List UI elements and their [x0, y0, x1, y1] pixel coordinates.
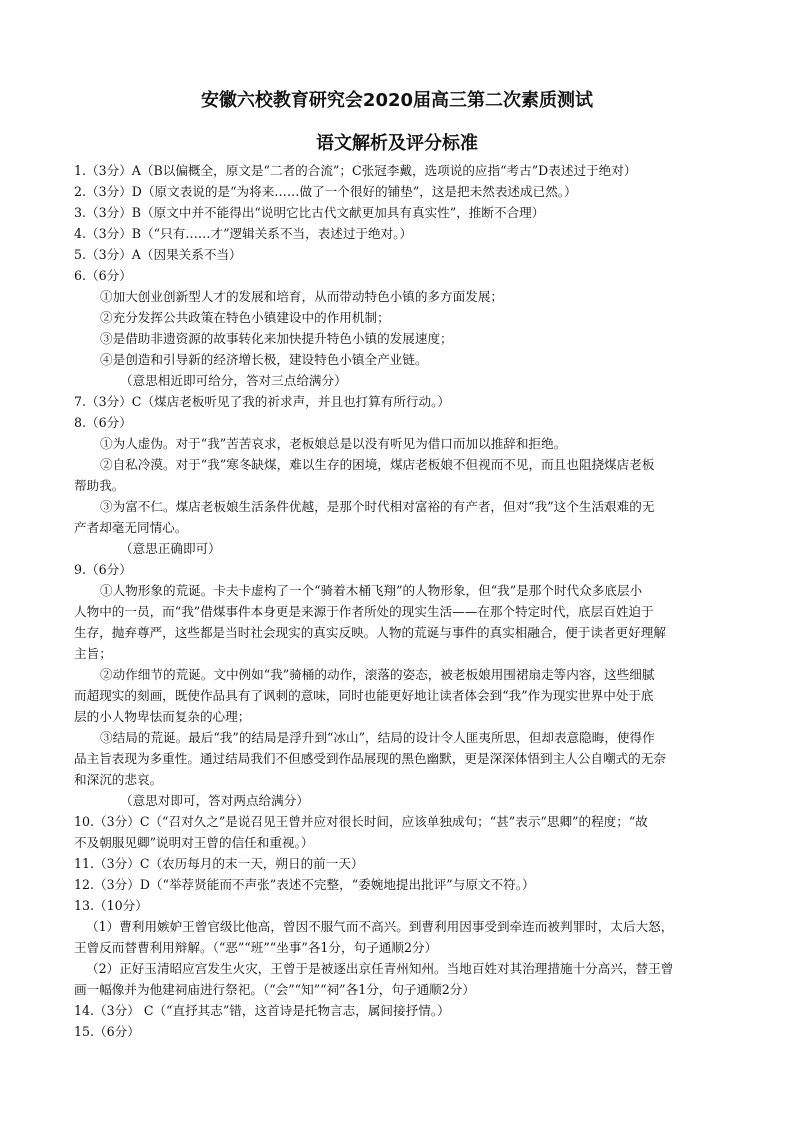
text-line: 14.（3分） C（“直抒其志”错，这首诗是托物言志，属间接抒情。）: [74, 1003, 450, 1018]
text-line: ③结局的荒诞。最后“我”的结局是浮升到“冰山”，结局的设计令人匪夷所思，但却表意隐晦，使得作: [100, 730, 655, 745]
text-line: （2）正好玉清昭应宫发生火灾，王曾于是被逐出京任青州知州。当地百姓对其治理措施十分高兴，替王曾: [86, 961, 674, 976]
text-line: ②自私冷漠。对于“我”寒冬缺煤，难以生存的困境，煤店老板娘不但视而不见，而且也阻挠煤店老板: [100, 457, 655, 472]
text-line: （意思对即可，答对两点给满分）: [120, 793, 309, 808]
text-line: 和深沉的悲哀。: [74, 772, 163, 787]
text-line: 不及朝服见卿”说明对王曾的信任和重视。）: [74, 835, 314, 850]
text-line: 生存，抛弃尊严，这些都是当时社会现实的真实反映。人物的荒诞与事件的真实相融合，便于读者更好理解: [74, 625, 666, 640]
text-line: ①人物形象的荒诞。卡夫卡虚构了一个“骑着木桶飞翔”的人物形象，但“我”是那个时代众多底层小: [100, 583, 643, 598]
text-line: 6.（6分）: [74, 268, 132, 283]
text-line: 3.（3分）B（原文中并不能得出“说明它比古代文献更加具有真实性”，推断不合理）: [74, 205, 545, 220]
text-line: （意思正确即可）: [120, 541, 221, 556]
text-line: 而超现实的刻画，既使作品具有了讽刺的意味，同时也能更好地让读者体会到“我”作为现实世界中处于底: [74, 688, 654, 703]
document-title: 安徽六校教育研究会2020届高三第二次素质测试: [200, 90, 594, 111]
text-line: 10.（3分）C（“召对久之”是说召见王曾并应对很长时间，应该单独成句；“甚”表示“思卿”的程度；“故: [74, 814, 648, 829]
text-line: 8.（6分）: [74, 415, 132, 430]
text-line: ①为人虚伪。对于“我”苦苦哀求，老板娘总是以没有听见为借口而加以推辞和拒绝。: [100, 436, 567, 451]
text-line: （意思相近即可给分，答对三点给满分）: [120, 373, 347, 388]
answer-content: [74, 160, 734, 1042]
text-line: 1.（3分）A（B以偏概全，原文是“二者的合流”；C张冠李戴，选项说的应指“考古”D表述过于绝对）: [74, 163, 637, 178]
text-line: ③为富不仁。煤店老板娘生活条件优越，是那个时代相对富裕的有产者，但对“我”这个生活艰难的无: [100, 499, 655, 514]
text-line: 产者却毫无同情心。: [74, 520, 188, 535]
text-line: ①加大创业创新型人才的发展和培育，从而带动特色小镇的多方面发展；: [100, 289, 503, 304]
text-line: 4.（3分）B（“只有……才”逻辑关系不当，表述过于绝对。）: [74, 226, 413, 241]
text-line: 7.（3分）C（煤店老板听见了我的祈求声，并且也打算有所行动。）: [74, 394, 450, 409]
text-line: 画一幅像并为他建祠庙进行祭祀。（“会”“知”“祠”各1分，句子通顺2分）: [74, 982, 475, 997]
text-line: 13.（10分）: [74, 898, 148, 913]
text-line: （1）曹利用嫉妒王曾官级比他高，曾因不服气而不高兴。到曹利用因事受到牵连而被判罪时，太后大怒，: [86, 919, 674, 934]
text-line: 12.（3分）D（“举荐贤能而不声张”表述不完整，“委婉地提出批评”与原文不符。）: [74, 877, 535, 892]
text-line: 主旨；: [74, 646, 112, 661]
text-line: ②动作细节的荒诞。文中例如“我”骑桶的动作，滚落的姿态，被老板娘用围裙扇走等内容，这些细腻: [100, 667, 655, 682]
text-line: 帮助我。: [74, 478, 125, 493]
text-line: 2.（3分）D（原文表说的是“为将来……做了一个很好的铺垫”，这是把未然表述成已然。）: [74, 184, 577, 199]
text-line: 层的小人物卑怯而复杂的心理；: [74, 709, 251, 724]
text-line: ③是借助非遗资源的故事转化来加快提升特色小镇的发展速度；: [100, 331, 453, 346]
text-line: ②充分发挥公共政策在特色小镇建设中的作用机制；: [100, 310, 390, 325]
text-line: 品主旨表现为多重性。通过结局我们不但感受到作品展现的黑色幽默，更是深深体悟到主人公自嘲式的无奈: [74, 751, 666, 766]
text-line: 人物中的一员，而“我”借煤事件本身更是来源于作者所处的现实生活——在那个特定时代，底层百姓迫于: [74, 604, 654, 619]
text-line: ④是创造和引导新的经济增长极，建设特色小镇全产业链。: [100, 352, 428, 367]
text-line: 11.（3分）C（农历每月的末一天，朔日的前一天）: [74, 856, 364, 871]
text-line: 5.（3分）A（因果关系不当）: [74, 247, 242, 262]
text-line: 王曾反而替曹利用辩解。（“恶”“班”“坐事”各1分，句子通顺2分）: [74, 940, 438, 955]
document-subtitle: 语文解析及评分标准: [316, 133, 478, 154]
text-line: 15.（6分）: [74, 1024, 140, 1039]
text-line: 9.（6分）: [74, 562, 132, 577]
